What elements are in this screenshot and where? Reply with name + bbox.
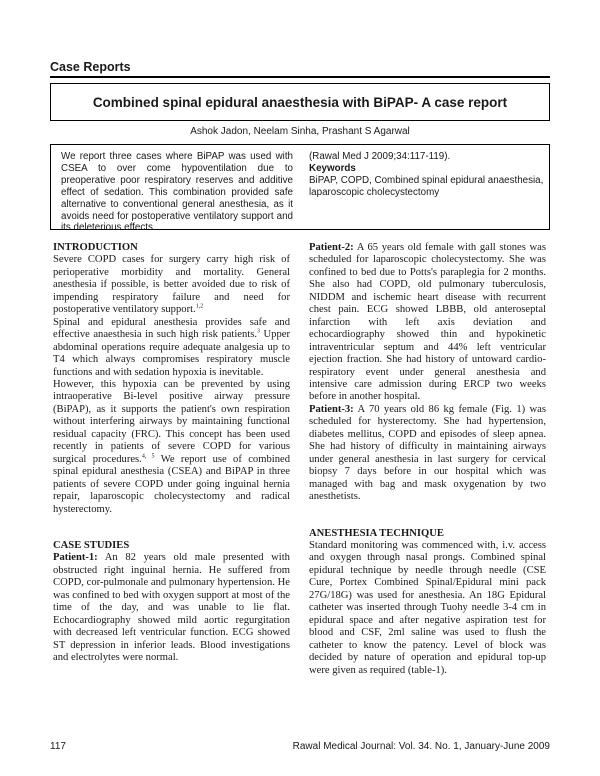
intro-p3b-text: We report use of combined spinal epidural anesthesia (CSEA) and BiPAP in three patients of severe COPD under going inguinal hernia repair, laparoscopic cholecystectomy and radical hysterectomy. [53, 453, 291, 515]
abstract-meta [309, 151, 545, 199]
intro-p2b-text: Upper abdominal operations require adequate analgesia up to T4 which always compromises respiratory muscle functions and with sedation hypoxia is inevitable. [53, 329, 290, 378]
abstract-citation: (Rawal Med J 2009;34:117-119). [309, 151, 451, 162]
intro-p1-ref: 1,2 [195, 303, 204, 310]
patient-1-paragraph [53, 552, 290, 664]
technique-paragraph: Standard monitoring was commenced with, i.v. access and oxygen through nasal prongs. Combined spinal epidural technique by needle through needle (CSE Cure, Portex Combined Spinal/Epidural mini pack 27G/18G) was used for anesthesia. An 18G Epidural catheter was inserted through Tuohy needle 3-4 cm in epidural space and after negative aspiration test for blood and CSF, 2ml saline was used to flush the catheter to know the patency. Level of block was decided by nature of operation and epidural top-up were given as required (table-1). [309, 539, 546, 676]
patient-2-paragraph [309, 242, 546, 404]
keywords-text: BiPAP, COPD, Combined spinal epidural anaesthesia, laparoscopic cholecystectomy [309, 174, 544, 198]
case-studies-heading: CASE STUDIES [53, 539, 130, 551]
patient-1-text: An 82 years old male presented with obstructed right inguinal hernia. He suffered from COPD, cor-pulmonale and pulmonary hypertension. He was confined to bed with oxygen support at most of the time of the day, and was unable to lie flat. Echocardiography showed mild aortic regurgitation with decreased left ventricular function. ECG showed ST depression in inferior leads. Blood investigations and electrolytes were normal. [53, 552, 290, 664]
patient-1-label: Patient-1: [53, 552, 98, 564]
section-label: Case Reports [50, 60, 131, 74]
article-title: Combined spinal epidural anaesthesia with BiPAP- A case report [92, 94, 508, 110]
intro-p2-ref: 3 [257, 328, 261, 335]
patient-3-paragraph [309, 404, 546, 504]
intro-p1-text: Severe COPD cases for surgery carry high risk of perioperative morbidity and mortality. General anesthesia if possible, is better avoided due to risk of impending respiratory failure and need for postoperative ventilatory support. [53, 254, 290, 316]
introduction-heading: INTRODUCTION [53, 242, 138, 253]
page-number: 117 [50, 741, 66, 752]
patient-2-text: A 65 years old female with gall stones was scheduled for laparoscopic cholecystectomy. She was confined to bed due to Potts's paraplegia for 2 months. She also had COPD, old pulmonary tuberculosis, NIDDM and ischemic heart disease with recurrent chest pain. ECG showed LBBB, old anteroseptal infarction with left axis deviation and echocardiography showed thin and hypokinetic intraventricular septum and 44% left ventricular ejection fraction. She had history of untoward cardio-respiratory event under general anesthesia and intensive care admission during ERCP two weeks before in another hospital. [309, 242, 546, 403]
intro-p3-text: However, this hypoxia can be prevented by using intraoperative Bi-level positive airway pressure (BiPAP), as it supports the patient's own respiration without interfering airways by maintaining functional residual capacity (FRC). This concept has been used recently in patients of severe COPD for various surgical procedures. [53, 378, 290, 465]
journal-reference: Rawal Medical Journal: Vol. 34. No. 1, January-June 2009 [292, 741, 550, 752]
intro-paragraph-2 [53, 317, 290, 379]
right-column [309, 242, 546, 677]
intro-p2-text: Spinal and epidural anesthesia provides safe and effective anaesthesia in such high risk patients. [53, 316, 290, 341]
intro-paragraph-1 [53, 254, 290, 316]
patient-3-text: A 70 years old 86 kg female (Fig. 1) was scheduled for hysterectomy. She had hypertension, diabetes mellitus, COPD and episodes of sleep apnea. She had history of difficulty in maintaining airways under general anesthesia in last surgery for cervical biopsy 7 days before in our hospital which was managed with bag and mask oxygenation by two anesthetists. [309, 403, 546, 503]
title-box [50, 83, 550, 121]
anesthesia-technique-heading: ANESTHESIA TECHNIQUE [309, 527, 444, 539]
patient-2-label: Patient-2: [309, 242, 354, 253]
author-list: Ashok Jadon, Neelam Sinha, Prashant S Agarwal [190, 126, 410, 137]
left-column [53, 242, 290, 665]
top-rule [50, 76, 550, 78]
intro-p3-ref: 4, 5 [141, 453, 155, 460]
patient-3-label: Patient-3: [309, 403, 354, 415]
intro-paragraph-3 [53, 379, 290, 516]
abstract-box [50, 144, 550, 234]
abstract-body: We report three cases where BiPAP was used with CSEA to over come hypoventilation due to preoperative poor respiratory reserves and additive effect of sedation. This combination provided safe alternative to conventional general anesthesia, as it avoids need for postoperative ventilatory support and its deleterious effects. [61, 151, 293, 234]
keywords-heading: Keywords [309, 162, 356, 174]
